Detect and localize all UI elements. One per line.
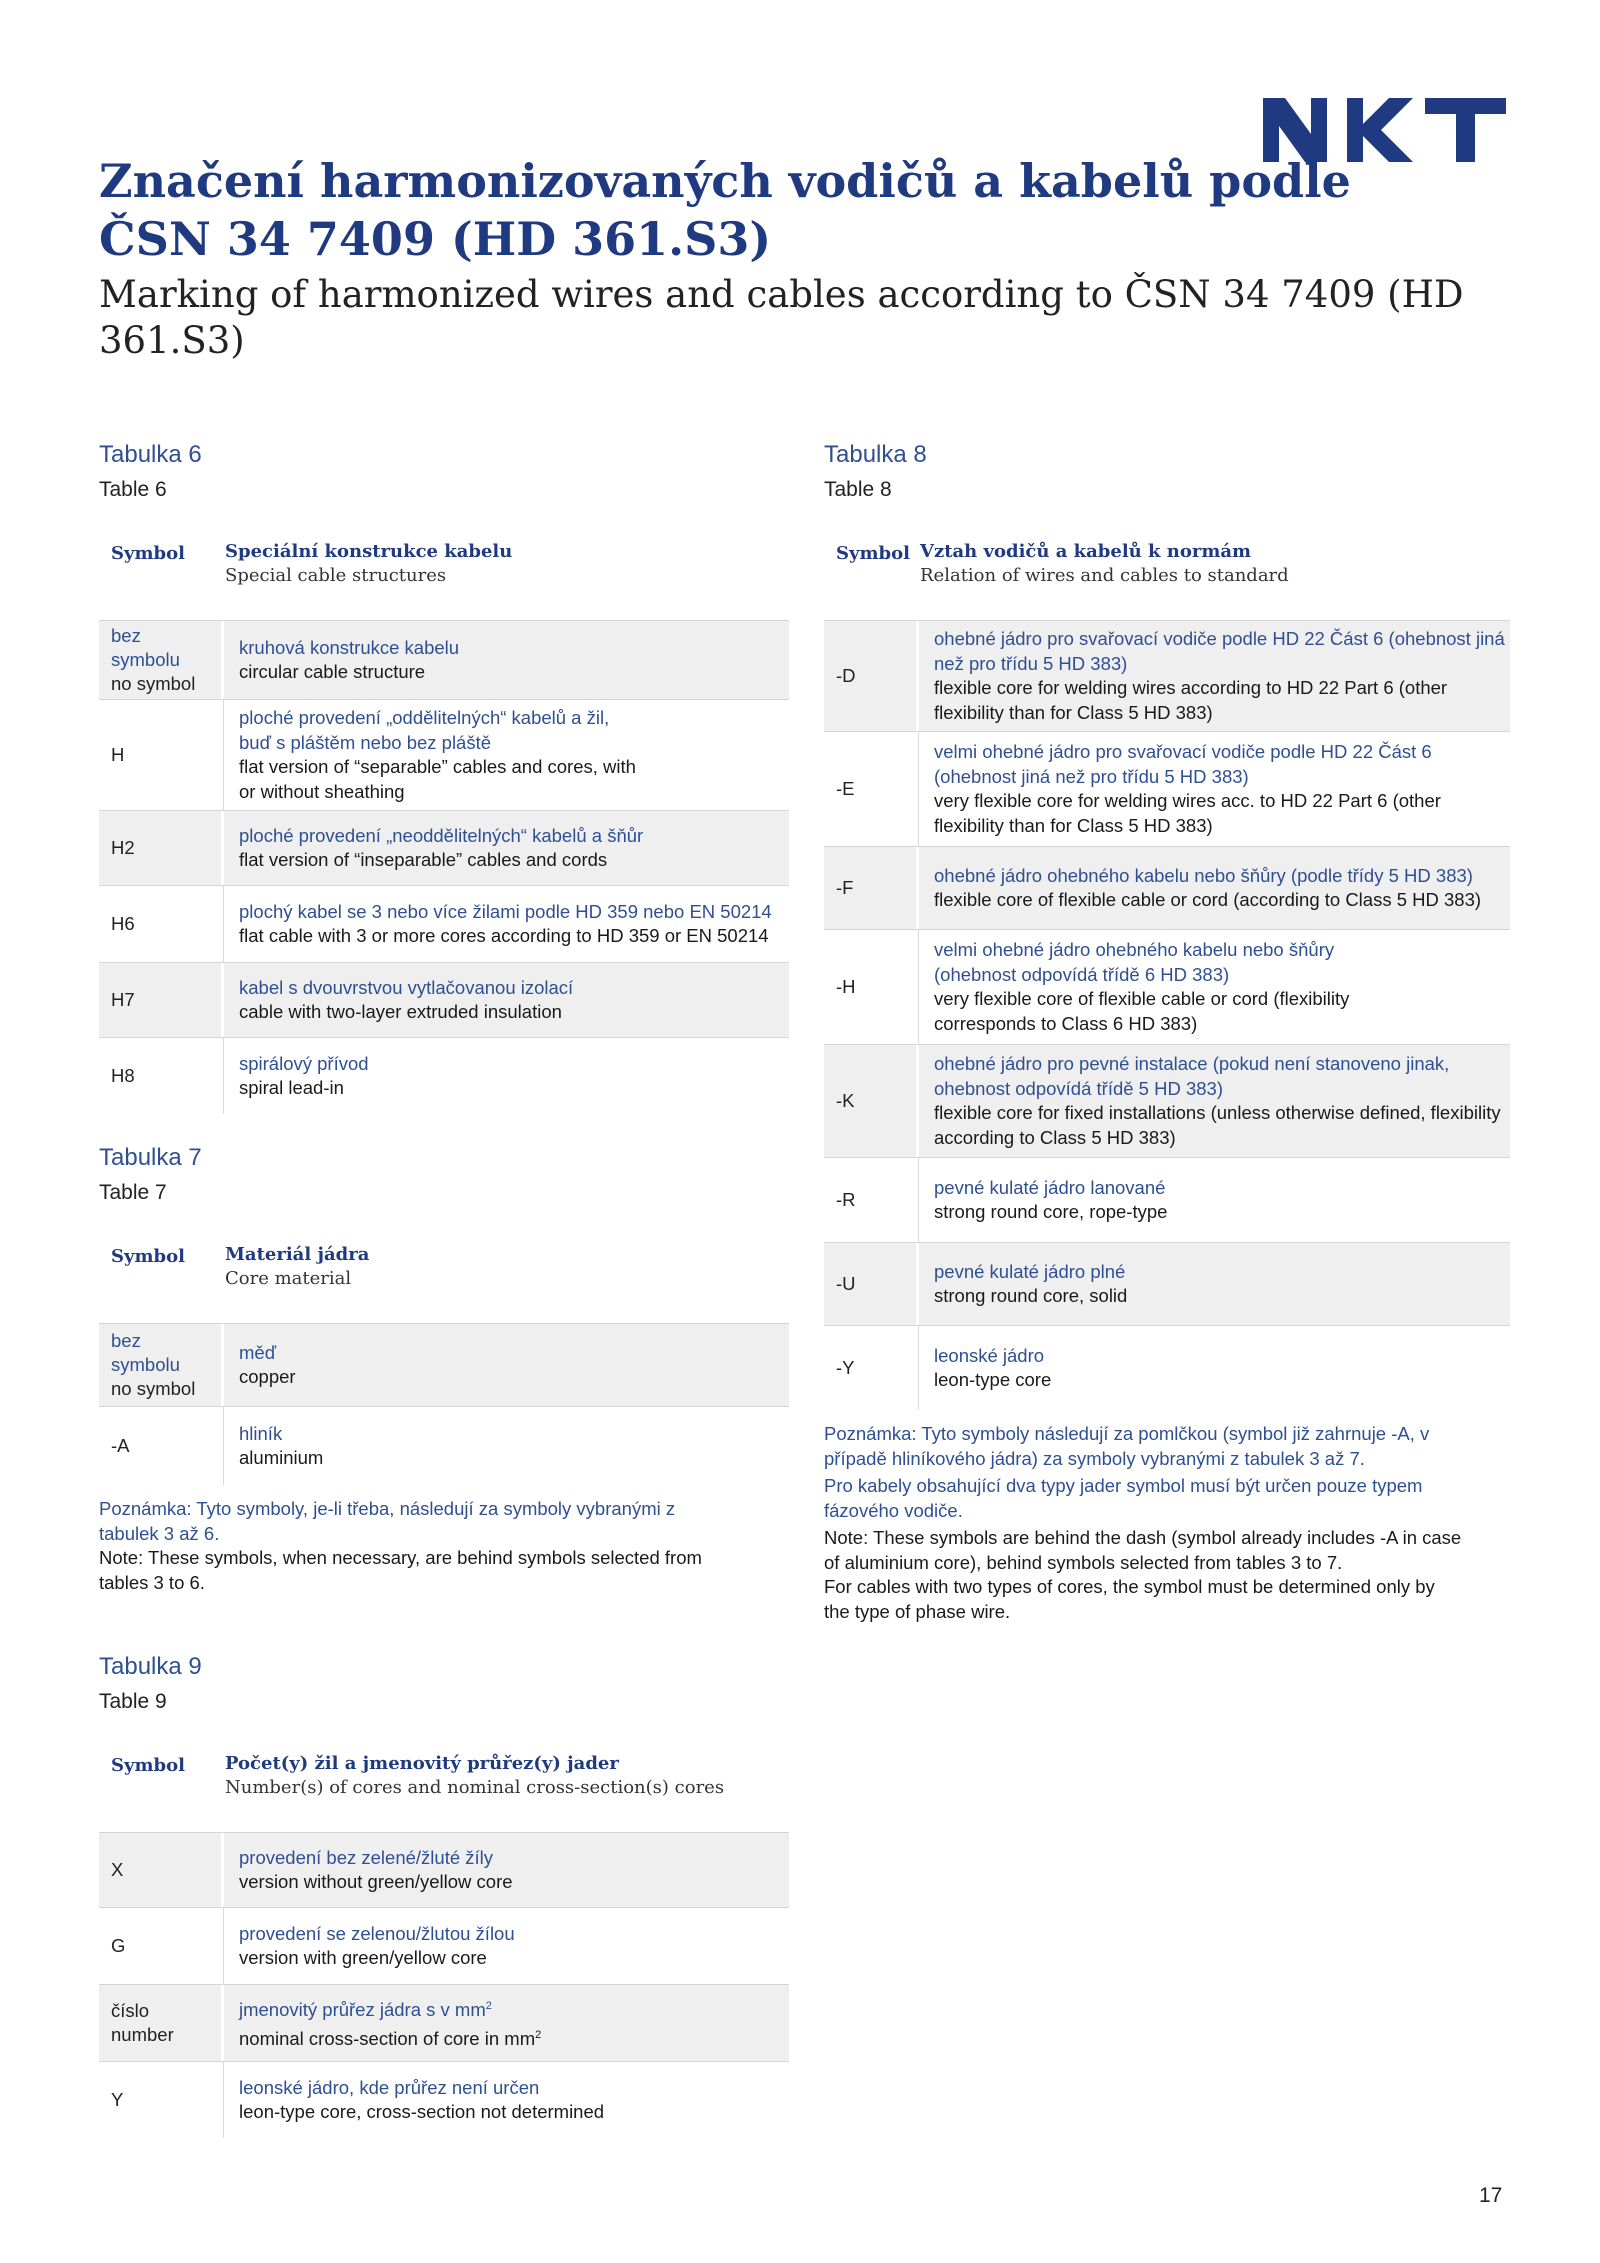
table-row <box>99 700 789 810</box>
table-7 <box>99 1143 789 1485</box>
table-row <box>99 620 789 700</box>
row-desc-cz: velmi ohebné jádro pro svařovací vodiče podle HD 22 Část 6 (ohebnost jiná než pro třídu 5 HD 383) <box>934 741 1432 787</box>
table-label-en: Table 9 <box>99 1690 167 1713</box>
note-en-2: For cables with two types of cores, the symbol must be determined only by the type of phase wire. <box>824 1576 1435 1622</box>
row-symbol-en: no symbol <box>111 673 196 694</box>
row-symbol: -A <box>111 1435 130 1456</box>
row-symbol: -U <box>836 1273 856 1294</box>
row-symbol: -R <box>836 1189 856 1210</box>
table-header <box>824 540 1510 588</box>
row-desc-en: flexible core for fixed installations (unless otherwise defined, flexibility according to Class 5 HD 383) <box>934 1102 1501 1148</box>
table-row <box>99 1984 789 2062</box>
row-desc-cz: ohebné jádro pro pevné instalace (pokud není stanoveno jinak, ohebnost odpovídá třídě 5 HD 383) <box>934 1053 1450 1099</box>
note-en-1: Note: These symbols are behind the dash (symbol already includes -A in case of aluminium core), behind symbols selected from tables 3 to 7. <box>824 1527 1462 1573</box>
table-header <box>99 1752 789 1800</box>
row-symbol: -K <box>836 1090 855 1111</box>
table-row <box>824 930 1510 1044</box>
row-desc-cz: plochý kabel se 3 nebo více žilami podle HD 359 nebo EN 50214 <box>239 900 772 922</box>
col-desc-header-en: Special cable structures <box>225 565 447 586</box>
row-symbol: X <box>111 1859 124 1880</box>
row-desc-en: version with green/yellow core <box>239 1947 487 1968</box>
note-en: Note: These symbols, when necessary, are behind symbols selected from tables 3 to 6. <box>99 1547 702 1593</box>
row-symbol: -Y <box>836 1357 855 1378</box>
row-symbol: číslo <box>111 2000 150 2021</box>
row-symbol: H6 <box>111 913 135 934</box>
table-row <box>99 1832 789 1908</box>
superscript: 2 <box>535 2029 542 2041</box>
table-8 <box>824 440 1510 1410</box>
row-desc-en: version without green/yellow core <box>239 1871 513 1892</box>
table-7-note <box>99 1497 739 1595</box>
row-desc-en: flat version of “inseparable” cables and cords <box>239 849 608 870</box>
col-desc-header-cz: Vztah vodičů a kabelů k normám <box>920 541 1252 562</box>
row-desc-en: strong round core, solid <box>934 1285 1128 1306</box>
row-symbol: bez symbolu <box>111 1330 180 1375</box>
row-symbol: G <box>111 1935 126 1956</box>
page-title: Značení harmonizovaných vodičů a kabelů podle ČSN 34 7409 (HD 361.S3) <box>99 154 1351 266</box>
page-number: 17 <box>1479 2184 1503 2207</box>
table-label-en: Table 8 <box>824 478 892 501</box>
row-desc-cz: ohebné jádro ohebného kabelu nebo šňůry (podle třídy 5 HD 383) <box>934 864 1473 886</box>
row-desc-cz: pevné kulaté jádro plné <box>934 1260 1126 1282</box>
note-cz-2: Pro kabely obsahující dva typy jader symbol musí být určen pouze typem fázového vodiče. <box>824 1475 1423 1521</box>
row-desc-en: flat version of “separable” cables and cores, with or without sheathing <box>239 756 636 802</box>
page-subtitle: Marking of harmonized wires and cables according to ČSN 34 7409 (HD 361.S3) <box>99 273 1464 362</box>
row-desc-en: copper <box>239 1366 296 1387</box>
table-row <box>824 1326 1510 1410</box>
table-label-en: Table 6 <box>99 478 167 501</box>
table-row <box>99 1323 789 1407</box>
table-row <box>824 1158 1510 1242</box>
row-desc-en: very flexible core for welding wires acc. to HD 22 Part 6 (other flexibility than for Class 5 HD 383) <box>934 790 1441 836</box>
row-desc-en: aluminium <box>239 1447 324 1468</box>
row-desc-cz: pevné kulaté jádro lanované <box>934 1176 1166 1198</box>
table-label-cz: Tabulka 6 <box>99 441 202 468</box>
row-desc-cz: ploché provedení „oddělitelných“ kabelů a žil, buď s pláštěm nebo bez pláště <box>239 707 610 753</box>
row-desc-en: strong round core, rope-type <box>934 1201 1168 1222</box>
table-row <box>99 1407 789 1485</box>
row-symbol-en: no symbol <box>111 1378 196 1399</box>
table-header <box>99 1243 789 1291</box>
row-symbol: H2 <box>111 837 135 858</box>
row-desc-cz: kabel s dvouvrstvou vytlačovanou izolací <box>239 976 574 998</box>
row-symbol: -F <box>836 877 854 898</box>
table-row <box>824 620 1510 732</box>
row-symbol: bez symbolu <box>111 625 180 670</box>
row-symbol: H <box>111 744 125 765</box>
table-row <box>99 2062 789 2138</box>
row-desc-cz: leonské jádro <box>934 1344 1045 1366</box>
col-desc-header-en: Relation of wires and cables to standard <box>920 565 1289 586</box>
row-desc-cz: provedení se zelenou/žlutou žílou <box>239 1922 515 1944</box>
table-header <box>99 540 789 588</box>
row-symbol: -D <box>836 665 856 686</box>
table-row <box>824 1242 1510 1326</box>
col-desc-header-en: Number(s) of cores and nominal cross-section(s) cores <box>225 1777 725 1798</box>
row-desc-en: flexible core for welding wires according to HD 22 Part 6 (other flexibility than for Class 5 HD 383) <box>934 677 1448 723</box>
row-symbol: H8 <box>111 1065 135 1086</box>
row-desc-en: very flexible core of flexible cable or cord (flexibility corresponds to Class 6 HD 383) <box>934 988 1350 1034</box>
col-symbol-header: Symbol <box>836 543 910 564</box>
col-symbol-header: Symbol <box>111 1755 185 1776</box>
row-desc-en: nominal cross-section of core in mm <box>239 2028 536 2050</box>
table-row <box>99 1908 789 1984</box>
col-desc-header-cz: Materiál jádra <box>225 1244 370 1265</box>
table-row <box>99 962 789 1038</box>
row-desc-cz: měď <box>239 1341 277 1363</box>
col-desc-header-cz: Počet(y) žil a jmenovitý průřez(y) jader <box>225 1753 619 1774</box>
row-desc-en: spiral lead-in <box>239 1077 344 1098</box>
table-row <box>99 886 789 962</box>
table-label-en: Table 7 <box>99 1181 167 1204</box>
table-9 <box>99 1652 789 2138</box>
row-desc-cz: spirálový přívod <box>239 1052 369 1074</box>
col-symbol-header: Symbol <box>111 543 185 564</box>
superscript: 2 <box>485 2000 492 2013</box>
row-desc-cz: kruhová konstrukce kabelu <box>239 636 460 658</box>
row-symbol: -E <box>836 778 855 799</box>
table-label-cz: Tabulka 9 <box>99 1653 202 1680</box>
row-desc-en: circular cable structure <box>239 661 426 682</box>
row-desc-cz: leonské jádro, kde průřez není určen <box>239 2076 540 2098</box>
table-6 <box>99 440 789 1114</box>
row-desc-en: leon-type core <box>934 1369 1052 1390</box>
row-desc-cz: jmenovitý průřez jádra s v mm <box>239 1999 486 2021</box>
note-cz: Poznámka: Tyto symboly, je-li třeba, následují za symboly vybranými z tabulek 3 až 6. <box>99 1498 676 1544</box>
row-symbol-en: number <box>111 2024 174 2045</box>
table-row <box>824 846 1510 930</box>
row-desc-cz: ohebné jádro pro svařovací vodiče podle HD 22 Část 6 (ohebnost jiná než pro třídu 5 HD 383) <box>934 628 1505 674</box>
table-row <box>824 732 1510 846</box>
row-desc-cz: velmi ohebné jádro ohebného kabelu nebo šňůry (ohebnost odpovídá třídě 6 HD 383) <box>934 939 1335 985</box>
row-desc-en: flat cable with 3 or more cores according to HD 359 or EN 50214 <box>239 925 769 946</box>
row-symbol: H7 <box>111 989 135 1010</box>
row-desc-en: flexible core of flexible cable or cord (according to Class 5 HD 383) <box>934 889 1482 910</box>
row-desc-cz: ploché provedení „neoddělitelných“ kabelů a šňůr <box>239 824 644 846</box>
col-desc-header-en: Core material <box>225 1268 352 1289</box>
row-desc-en: leon-type core, cross-section not determined <box>239 2101 605 2122</box>
table-8-note <box>824 1422 1464 1624</box>
col-symbol-header: Symbol <box>111 1246 185 1267</box>
table-label-cz: Tabulka 8 <box>824 441 927 468</box>
row-symbol: Y <box>111 2089 124 2110</box>
table-row <box>99 1038 789 1114</box>
table-row <box>99 810 789 886</box>
note-cz-1: Poznámka: Tyto symboly následují za pomlčkou (symbol již zahrnuje -A, v případě hliníkového jádra) za symboly vybranými z tabulek 3 až 7. <box>824 1423 1430 1469</box>
table-label-cz: Tabulka 7 <box>99 1144 202 1171</box>
table-row <box>824 1044 1510 1158</box>
row-desc-en: cable with two-layer extruded insulation <box>239 1001 562 1022</box>
row-symbol: -H <box>836 976 856 997</box>
row-desc-cz: provedení bez zelené/žluté žíly <box>239 1846 494 1868</box>
row-desc-cz: hliník <box>239 1422 283 1444</box>
col-desc-header-cz: Speciální konstrukce kabelu <box>225 541 513 562</box>
